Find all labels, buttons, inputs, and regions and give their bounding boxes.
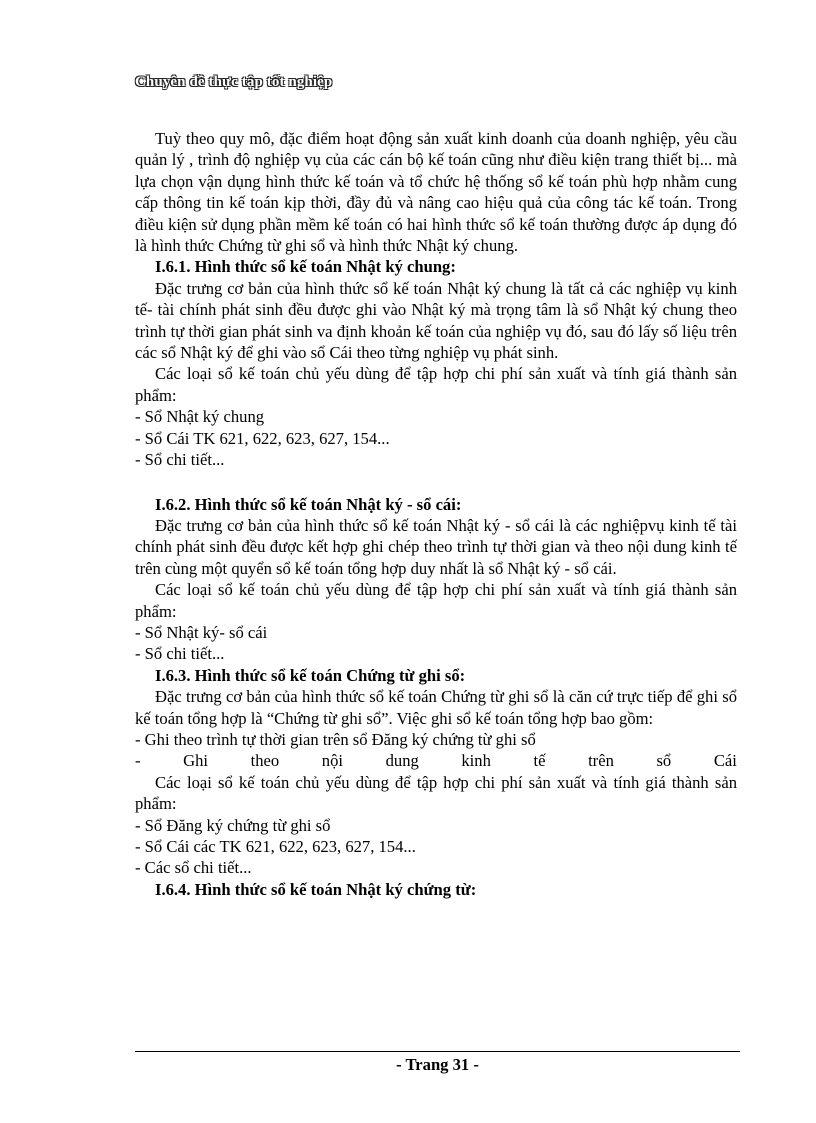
list-item: - Sổ Cái các TK 621, 622, 623, 627, 154... xyxy=(135,837,416,856)
section-6-2-paragraph: Đặc trưng cơ bản của hình thức sổ kế toán Nhật ký - sổ cái là các nghiệpvụ kinh tế tài chính phát sinh đều được kết hợp ghi chép theo trình tự thời gian và theo nội dung kinh tế trên cùng một quyển sổ kế toán tổng hợp duy nhất là sổ Nhật ký - sổ cái. xyxy=(135,515,737,578)
spacer xyxy=(135,471,737,494)
list-item: - Sổ Cái TK 621, 622, 623, 627, 154... xyxy=(135,428,390,448)
section-heading-6-4: I.6.4. Hình thức sổ kế toán Nhật ký chứng từ: xyxy=(155,879,477,899)
list-item: - Các sổ chi tiết... xyxy=(135,858,252,878)
word: theo xyxy=(250,751,280,771)
list-item: - Sổ chi tiết... xyxy=(135,644,225,664)
section-6-1-books-intro: Các loại sổ kế toán chủ yếu dùng để tập hợp chi phí sản xuất và tính giá thành sản phẩm: xyxy=(135,364,737,405)
list-item: - Sổ chi tiết... xyxy=(135,450,225,470)
list-item: - Sổ Đăng ký chứng từ ghi sổ xyxy=(135,815,331,835)
word: - xyxy=(135,751,141,771)
page-body xyxy=(135,128,737,900)
list-item: - Ghi theo trình tự thời gian trên sổ Đăng ký chứng từ ghi sổ xyxy=(135,729,536,749)
word: dung xyxy=(385,751,419,771)
word: kinh xyxy=(461,751,491,771)
word: nội xyxy=(321,751,343,771)
section-heading-6-1: I.6.1. Hình thức sổ kế toán Nhật ký chung: xyxy=(155,257,456,277)
word: Cái xyxy=(713,751,737,771)
section-heading-6-3: I.6.3. Hình thức sổ kế toán Chứng từ ghi sổ: xyxy=(155,665,466,685)
section-6-1-paragraph: Đặc trưng cơ bản của hình thức sổ kế toán Nhật ký chung là tất cả các nghiệp vụ kinh tế- tài chính phát sinh đều được ghi vào Nhật ký mà trọng tâm là sổ Nhật ký chung theo trình tự thời gian phát sinh va định khoản kế toán của nghiệp vụ đó, sau đó lấy số liệu trên các sổ Nhật ký để ghi vào sổ Cái theo từng nghiệp vụ phát sinh. xyxy=(135,278,737,363)
section-6-3-books-intro: Các loại sổ kế toán chủ yếu dùng để tập hợp chi phí sản xuất và tính giá thành sản phẩm: xyxy=(135,772,737,814)
word: sổ xyxy=(656,751,672,771)
word: trên xyxy=(588,751,614,771)
section-6-3-paragraph: Đặc trưng cơ bản của hình thức sổ kế toán Chứng từ ghi sổ là căn cứ trực tiếp để ghi sổ kế toán tổng hợp là “Chứng từ ghi sổ”. Việc ghi sổ kế toán tổng hợp bao gồm: xyxy=(135,687,737,728)
justified-list-item xyxy=(135,750,737,771)
intro-paragraph: Tuỳ theo quy mô, đặc điểm hoạt động sản xuất kinh doanh của doanh nghiệp, yêu cầu quản lý , trình độ nghiệp vụ của các cán bộ kế toán cũng như điều kiện trang thiết bị... mà lựa chọn vận dụng hình thức kế toán và tổ chức hệ thống sổ kế toán phù hợp nhằm cung cấp thông tin kế toán kịp thời, đầy đủ và nâng cao hiệu quả của công tác kế toán. Trong điều kiện sử dụng phần mềm kế toán có hai hình thức sổ kế toán thường được áp dụng đó là hình thức Chứng từ ghi sổ và hình thức Nhật ký chung. xyxy=(135,129,737,256)
section-heading-6-2: I.6.2. Hình thức sổ kế toán Nhật ký - sổ cái: xyxy=(155,494,462,514)
section-6-2-books-intro: Các loại sổ kế toán chủ yếu dùng để tập hợp chi phí sản xuất và tính giá thành sản phẩm: xyxy=(135,580,737,621)
word: Ghi xyxy=(183,751,209,771)
running-header: Chuyên đề thực tập tốt nghiệp xyxy=(135,74,333,90)
page-number: - Trang 31 - xyxy=(396,1055,479,1074)
footer-rule xyxy=(135,1051,740,1052)
list-item: - Sổ Nhật ký- sổ cái xyxy=(135,622,268,642)
list-item: - Sổ Nhật ký chung xyxy=(135,407,265,427)
word: tế xyxy=(533,751,546,771)
